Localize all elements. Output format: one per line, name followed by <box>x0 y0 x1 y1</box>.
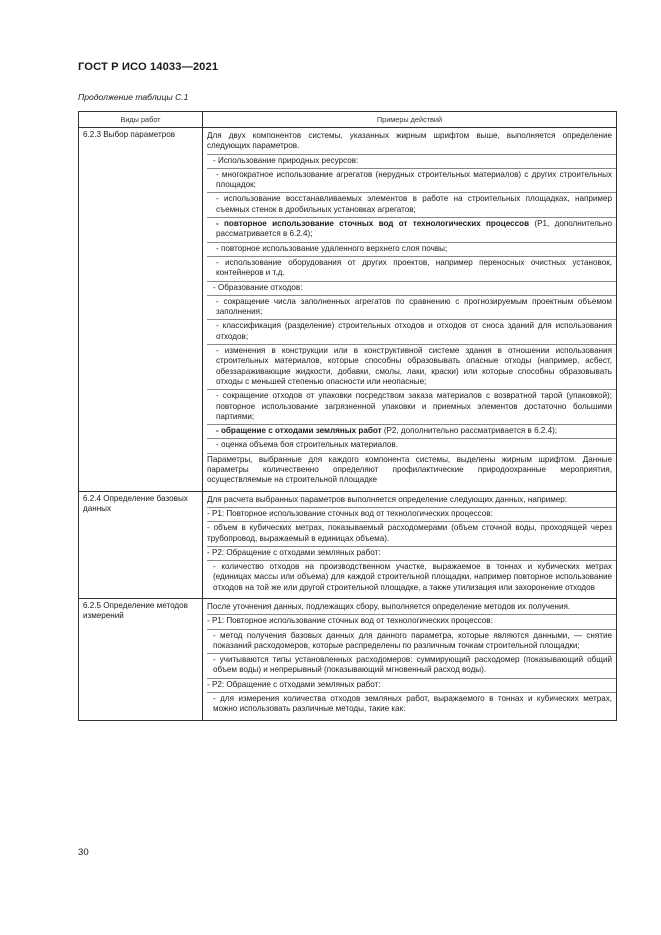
list-item: - сокращение числа заполненных агрегатов по сравнению с прогнозируемым проектным объемом заполнения; <box>207 296 616 321</box>
list-item: - использование восстанавливаемых элементов в работе на строительных площадках, например съемных стенок в дробильных установках агрегатов; <box>207 193 616 218</box>
list-item: - объем в кубических метрах, показываемый расходомерами (объем сточной воды, проходящей через трубопровод, выражаемый в единицах объема). <box>207 522 616 547</box>
list-item: - многократное использование агрегатов (нерудных строительных материалов) с других строительных площадок; <box>207 169 616 194</box>
table-row <box>79 491 617 598</box>
list-item: - для измерения количества отходов земляных работ, выражаемого в тоннах и кубических метрах, можно использовать различные методы, такие как: <box>213 694 612 714</box>
list-item: - P1: Повторное использование сточных вод от технологических процессов: <box>207 615 616 629</box>
examples-cell <box>203 128 617 492</box>
list-item: Для расчета выбранных параметров выполняется определение следующих данных, например: <box>207 494 616 508</box>
examples-cell <box>203 491 617 598</box>
column-header-examples: Примеры действий <box>203 112 617 128</box>
list-item: - классификация (разделение) строительных отходов и отходов от сноса зданий для использования отходов; <box>207 320 616 345</box>
table-row <box>79 598 617 720</box>
list-item: - сокращение отходов от упаковки посредством заказа материалов с возвратной тарой (упаковкой); повторное использование загрязненной упаковки и приемных элементов достаточно большими партиями; <box>207 390 616 425</box>
table-header-row <box>79 112 617 128</box>
list-item: - P1: Повторное использование сточных вод от технологических процессов: <box>207 508 616 522</box>
work-cell: 6.2.3 Выбор параметров <box>79 128 203 492</box>
bold-parameter: - повторное использование сточных вод от технологических процессов <box>216 219 530 229</box>
list-item: После уточнения данных, подлежащих сбору, выполняется определение методов их получения. <box>207 601 616 615</box>
list-item: - повторное использование удаленного верхнего слоя почвы; <box>207 243 616 257</box>
list-item: - Использование природных ресурсов: <box>207 155 616 169</box>
list-item-text: (P2, дополнительно рассматривается в 6.2.4); <box>381 426 558 436</box>
work-cell: 6.2.4 Определение базовых данных <box>79 491 203 598</box>
list-item-text: (P1, дополнительно рассматривается в 6.2.4); <box>216 219 612 239</box>
list-item: Для двух компонентов системы, указанных жирным шрифтом выше, выполняется определение следующих параметров. <box>207 130 616 155</box>
list-item <box>207 218 616 243</box>
standard-title: ГОСТ Р ИСО 14033—2021 <box>78 61 219 73</box>
page-number: 30 <box>78 847 89 858</box>
list-item: - P2: Обращение с отходами земляных работ: <box>207 547 616 561</box>
examples-cell <box>203 598 617 720</box>
work-cell: 6.2.5 Определение методов измерений <box>79 598 203 720</box>
list-item <box>207 425 616 439</box>
list-item: - изменения в конструкции или в конструктивной системе здания в отношении использования строительных материалов, которые способны образовывать опасные отходы (например, асбест, обеззараживающие жидкости, добавки, смолы, лаки, краски) или которые способны образовывать отходы с меньшей степенью опасности или неопасные; <box>207 345 616 390</box>
list-item: - P2: Обращение с отходами земляных работ: <box>207 679 616 693</box>
table-caption: Продолжение таблицы C.1 <box>78 92 189 102</box>
table-row <box>79 128 617 492</box>
list-item: - количество отходов на производственном участке, выражаемое в тоннах и кубических метрах (единицах массы или объема) для каждой строительной площадки, например повторное использование отходов на той же или другой строительной площадке, а также утилизация или захоронение отходов <box>213 562 612 592</box>
bold-parameter: - обращение с отходами земляных работ <box>216 426 382 436</box>
list-item: - метод получения базовых данных для данного параметра, которые являются данными, — снятие показаний расходомеров, которые распределены по различным точкам строительной площадки; <box>207 630 616 655</box>
list-item: Параметры, выбранные для каждого компонента системы, выделены жирным шрифтом. Данные параметры количественно определяют профилактические природоохранные мероприятия, осуществляемые на строительной площадке <box>207 454 612 485</box>
list-item: - Образование отходов: <box>207 282 616 296</box>
table-c1 <box>78 111 617 721</box>
list-item: - учитываются типы установленных расходомеров: суммирующий расходомер (показывающий общий объем воды) и непрерывный (показывающий мгновенный расход воды). <box>207 654 616 679</box>
list-item: - оценка объема боя строительных материалов. <box>207 439 616 453</box>
list-item: - использование оборудования от других проектов, например переносных очистных установок, контейнеров и т.д. <box>207 257 616 282</box>
column-header-work: Виды работ <box>79 112 203 128</box>
